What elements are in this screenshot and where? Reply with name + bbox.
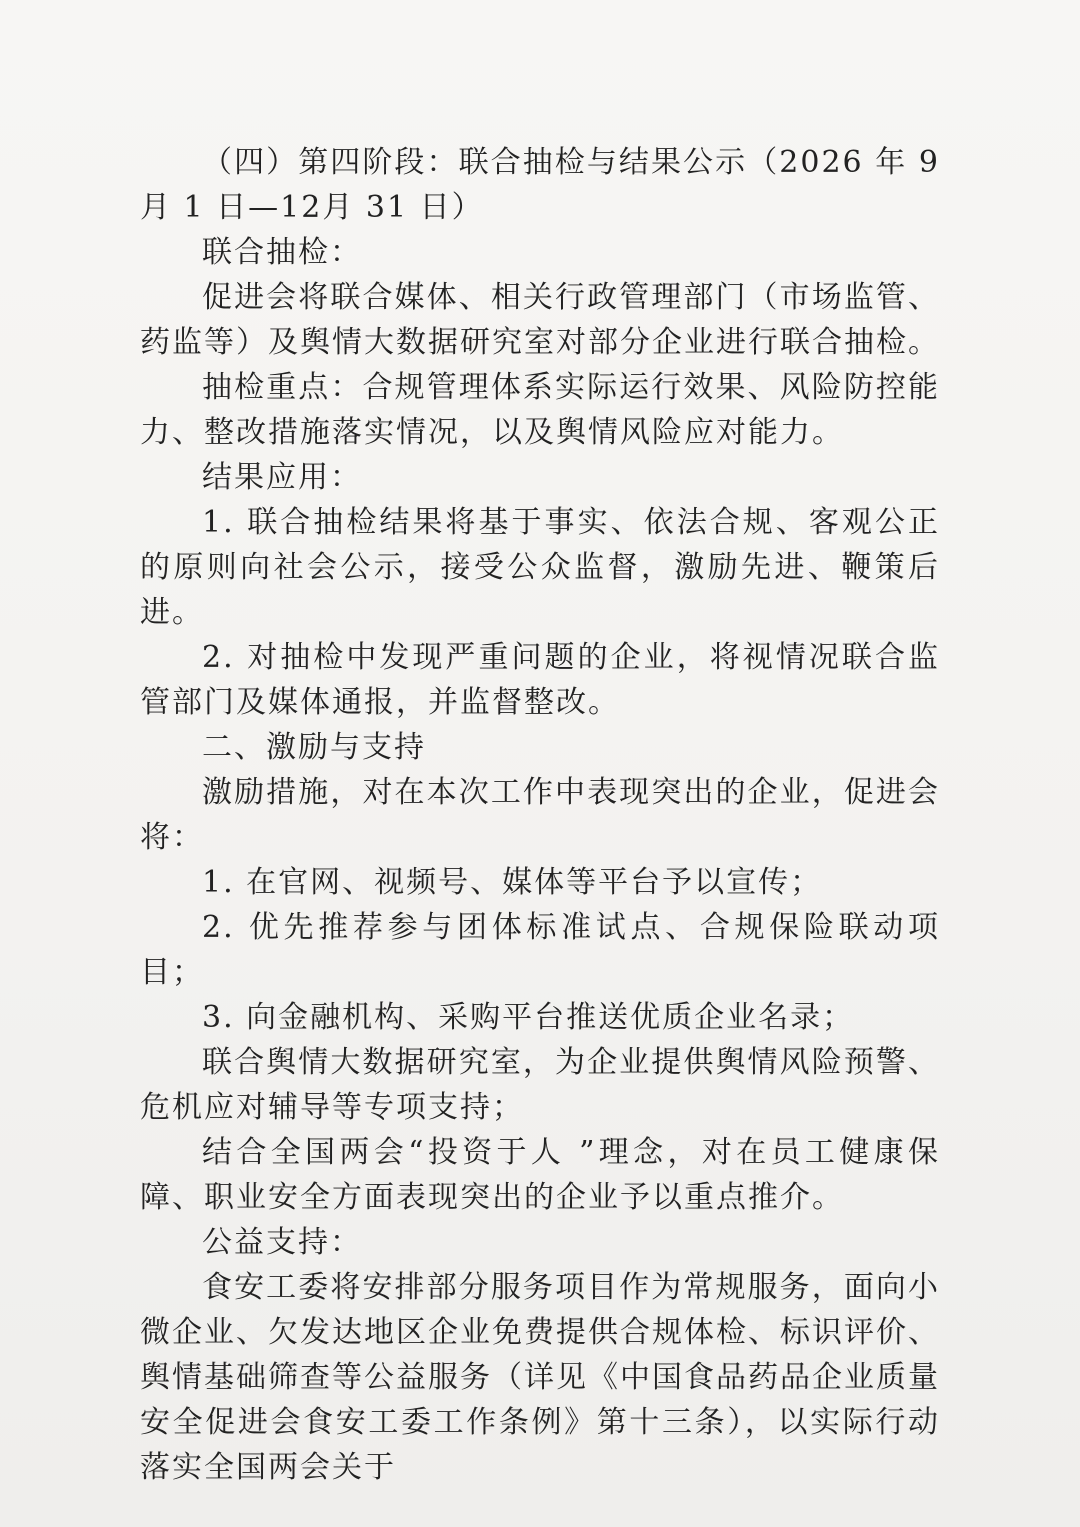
invest-in-people-text: 结合全国两会“投资于人 ”理念，对在员工健康保障、职业安全方面表现突出的企业予以重点推介。 (140, 1135, 940, 1215)
joint-inspection-text: 促进会将联合媒体、相关行政管理部门（市场监管、药监等）及舆情大数据研究室对部分企业进行联合抽检。 (140, 280, 940, 360)
incentive-item-1: 1. 在官网、视频号、媒体等平台予以宣传； (202, 865, 823, 900)
public-welfare-label: 公益支持： (202, 1225, 362, 1260)
public-welfare-text: 食安工委将安排部分服务项目作为常规服务，面向小微企业、欠发达地区企业免费提供合规体检、标识评价、舆情基础筛查等公益服务（详见《中国食品药品企业质量安全促进会食安工委工作条例》第十三条），以实际行动落实全国两会关于 (140, 1270, 940, 1485)
stage-four-heading: （四）第四阶段：联合抽检与结果公示（2026 年 9 月 1 日—12月 31 日） (140, 145, 940, 225)
joint-inspection-label: 联合抽检： (202, 235, 362, 270)
incentive-item-2: 2. 优先推荐参与团体标准试点、合规保险联动项目； (140, 910, 940, 990)
incentive-item-3: 3. 向金融机构、采购平台推送优质企业名录； (202, 1000, 855, 1035)
opinion-support-text: 联合舆情大数据研究室，为企业提供舆情风险预警、危机应对辅导等专项支持； (140, 1045, 940, 1125)
result-application-label: 结果应用： (202, 460, 362, 495)
section-two-heading: 二、激励与支持 (202, 730, 426, 765)
incentive-measures-intro: 激励措施，对在本次工作中表现突出的企业，促进会将： (140, 775, 940, 855)
result-item-2: 2. 对抽检中发现严重问题的企业，将视情况联合监管部门及媒体通报，并监督整改。 (140, 640, 940, 720)
inspection-focus-text: 抽检重点：合规管理体系实际运行效果、风险防控能力、整改措施落实情况，以及舆情风险应对能力。 (140, 370, 940, 450)
document-body (140, 140, 940, 1490)
result-item-1: 1. 联合抽检结果将基于事实、依法合规、客观公正的原则向社会公示，接受公众监督，激励先进、鞭策后进。 (140, 505, 940, 630)
